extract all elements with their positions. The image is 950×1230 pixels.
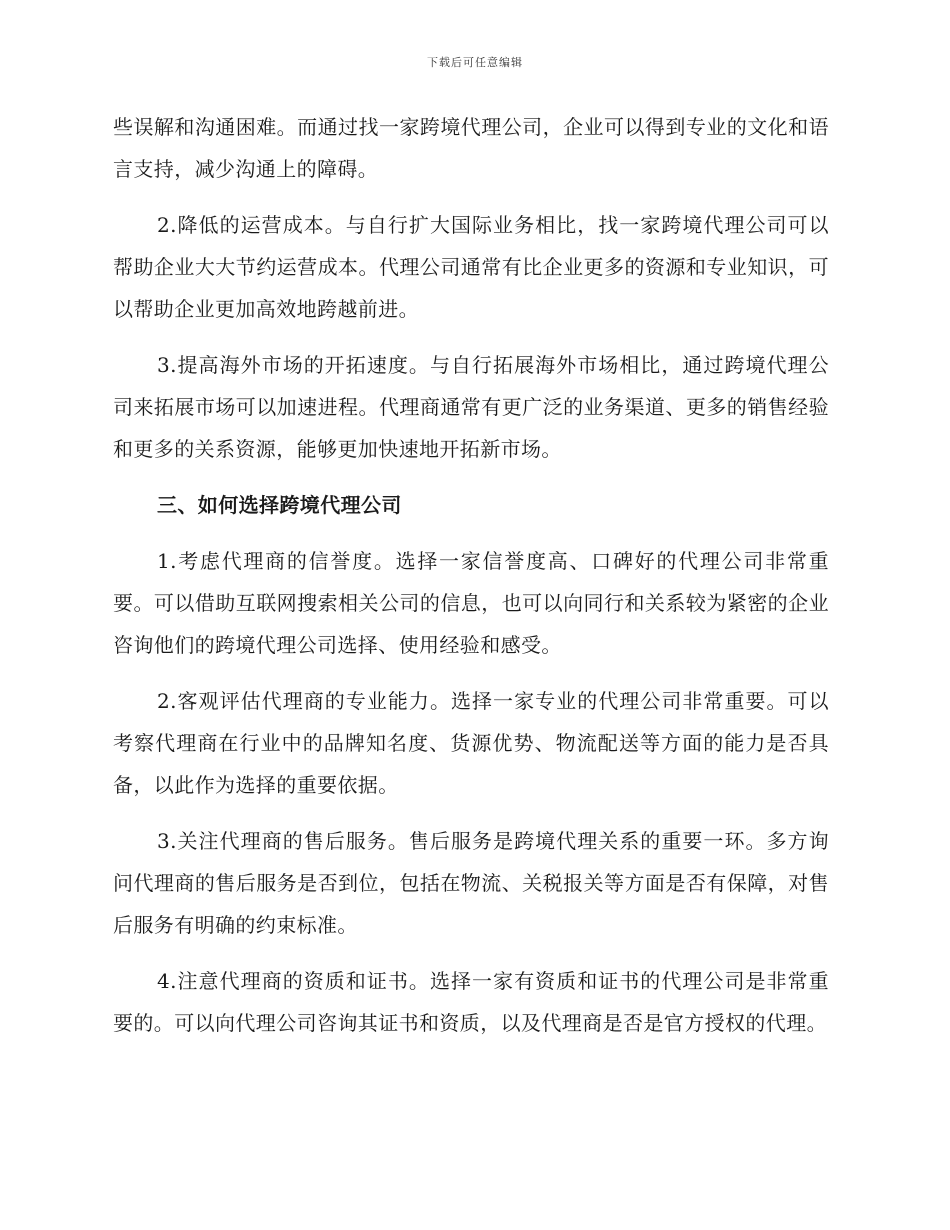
list-item-professional-ability: 2.客观评估代理商的专业能力。选择一家专业的代理公司非常重要。可以考察代理商在行业中的品牌知名度、货源优势、物流配送等方面的能力是否具备，以此作为选择的重要依据。 xyxy=(113,689,829,797)
paragraph-reduce-cost: 2.降低的运营成本。与自行扩大国际业务相比，找一家跨境代理公司可以帮助企业大大节约运营成本。代理公司通常有比企业更多的资源和专业知识，可以帮助企业更加高效地跨越前进。 xyxy=(113,213,829,321)
page-header: 下载后可任意编辑 xyxy=(427,56,523,69)
list-item-qualifications: 4.注意代理商的资质和证书。选择一家有资质和证书的代理公司是非常重要的。可以向代理公司咨询其证书和资质，以及代理商是否是官方授权的代理。 xyxy=(113,969,829,1035)
document-body xyxy=(113,106,829,1058)
list-item-reputation: 1.考虑代理商的信誉度。选择一家信誉度高、口碑好的代理公司非常重要。可以借助互联网搜索相关公司的信息，也可以向同行和关系较为紧密的企业咨询他们的跨境代理公司选择、使用经验和感受。 xyxy=(113,549,829,657)
section-heading: 三、如何选择跨境代理公司 xyxy=(157,493,402,517)
list-item-after-sales: 3.关注代理商的售后服务。售后服务是跨境代理关系的重要一环。多方询问代理商的售后服务是否到位，包括在物流、关税报关等方面是否有保障，对售后服务有明确的约束标准。 xyxy=(113,829,829,937)
paragraph-continuation: 些误解和沟通困难。而通过找一家跨境代理公司，企业可以得到专业的文化和语言支持，减少沟通上的障碍。 xyxy=(113,115,829,181)
paragraph-market-speed: 3.提高海外市场的开拓速度。与自行拓展海外市场相比，通过跨境代理公司来拓展市场可以加速进程。代理商通常有更广泛的业务渠道、更多的销售经验和更多的关系资源，能够更加快速地开拓新市场。 xyxy=(113,353,829,461)
